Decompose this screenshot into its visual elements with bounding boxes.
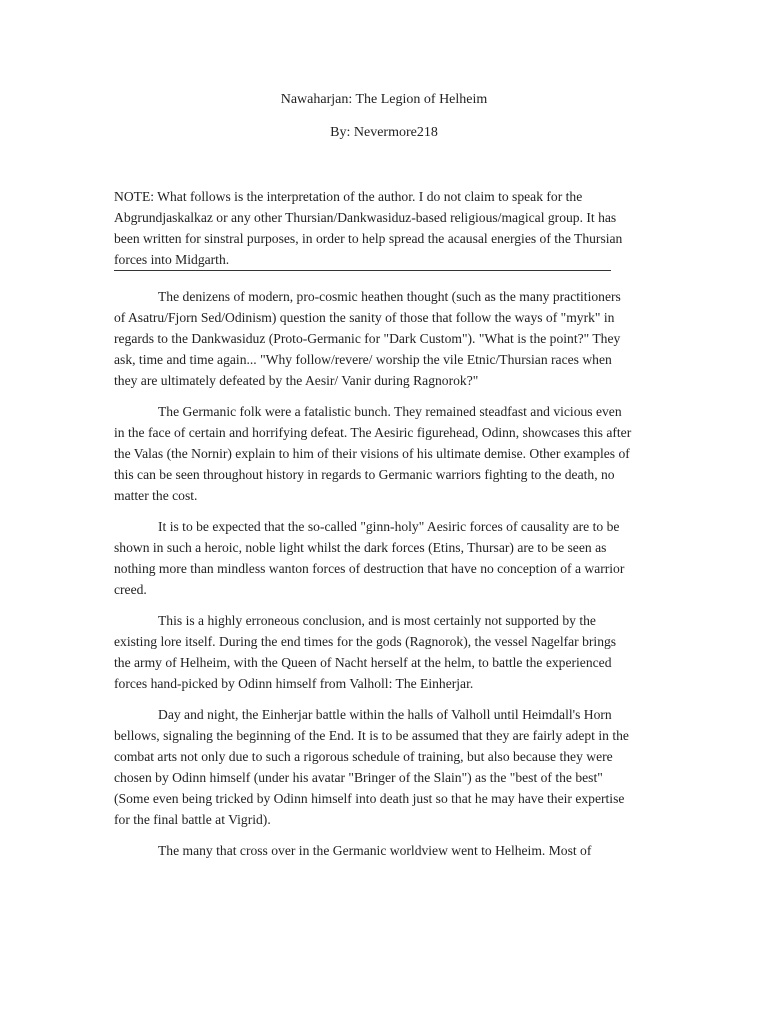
body-paragraph: This is a highly erroneous conclusion, and is most certainly not supported by the existing lore itself. During the end times for the gods (Ragnorok), the vessel Nagelfar brings the army of Helheim, with the Queen of Nacht herself at the helm, to battle the experienced forces hand-picked by Odinn himself from Valholl: The Einherjar.: [114, 613, 617, 691]
author-note: NOTE: What follows is the interpretation of the author. I do not claim to speak for the Abgrundjaskalkaz or any other Thursian/Dankwasiduz-based religious/magical group. It has been written for sinstral purposes, in order to help spread the acausal energies of the Thursian forces into Midgarth.: [114, 189, 623, 267]
body-paragraph: Day and night, the Einherjar battle within the halls of Valholl until Heimdall's Horn bellows, signaling the beginning of the End. It is to be assumed that they are fairly adept in the combat arts not only due to such a rigorous schedule of training, but also because they were chosen by Odinn himself (under his avatar "Bringer of the Slain") as the "best of the best" (Some even being tricked by Odinn himself into death just so that he may have their expertise for the final battle at Vigrid).: [114, 707, 629, 827]
body-paragraph: It is to be expected that the so-called "ginn-holy" Aesiric forces of causality are to be shown in such a heroic, noble light whilst the dark forces (Etins, Thursar) are to be seen as nothing more than mindless wanton forces of destruction that have no conception of a warrior creed.: [114, 519, 625, 597]
document-title: Nawaharjan: The Legion of Helheim: [280, 92, 488, 107]
horizontal-rule: [114, 270, 611, 271]
body-paragraph: The Germanic folk were a fatalistic bunch. They remained steadfast and vicious even in the face of certain and horrifying defeat. The Aesiric figurehead, Odinn, showcases this after the Valas (the Nornir) explain to him of their visions of his ultimate demise. Other examples of this can be seen throughout history in regards to Germanic warriors fighting to the death, no matter the cost.: [114, 404, 632, 503]
body-paragraph: The many that cross over in the Germanic worldview went to Helheim. Most of: [158, 843, 592, 858]
document-author: By: Nevermore218: [330, 125, 438, 140]
document-body: [114, 186, 634, 871]
body-paragraph: The denizens of modern, pro-cosmic heathen thought (such as the many practitioners of Asatru/Fjorn Sed/Odinism) question the sanity of those that follow the ways of "myrk" in regards to the Dankwasiduz (Proto-Germanic for "Dark Custom"). "What is the point?" They ask, time and time again... "Why follow/revere/ worship the vile Etnic/Thursian races when they are ultimately defeated by the Aesir/ Vanir during Ragnorok?": [114, 289, 621, 388]
